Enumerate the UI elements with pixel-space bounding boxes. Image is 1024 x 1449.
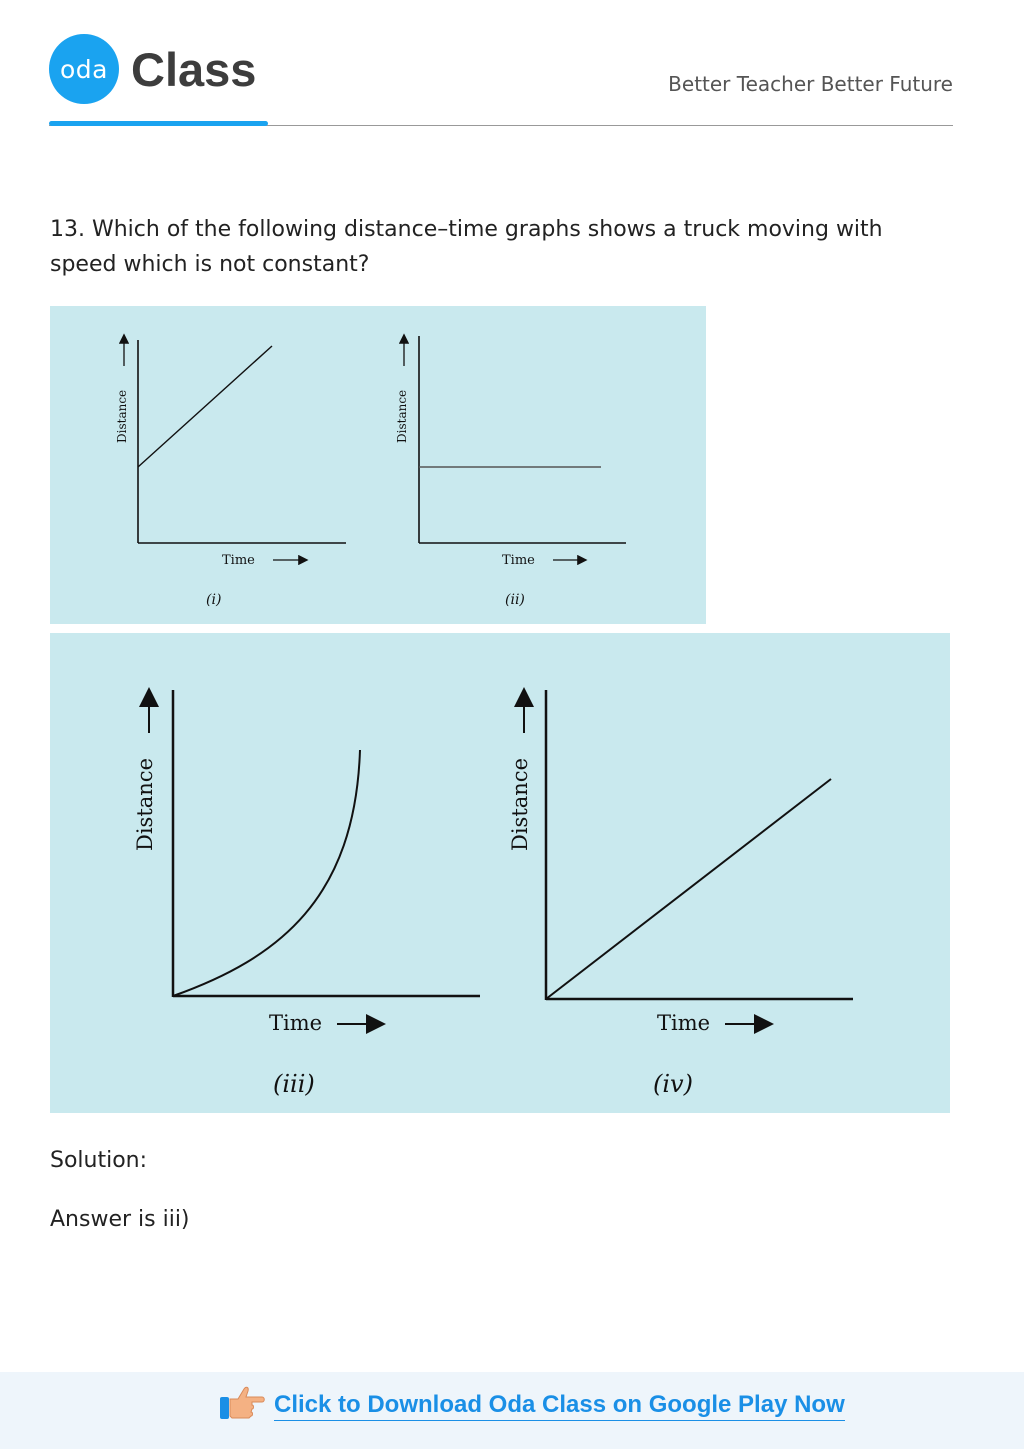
graph-ii [395,336,626,608]
graph-iii-curve [173,750,360,996]
graph-iii-caption: (iii) [273,1070,315,1098]
graph-i [115,336,346,608]
graph-panel-bottom [50,633,950,1113]
question-text: 13. Which of the following distance–time graphs shows a truck moving with speed which is not constant? [50,217,883,277]
oda-logo-word: Class [131,43,257,96]
graph-iii [133,690,480,1098]
download-app-link[interactable]: Click to Download Oda Class on Google Play Now [274,1390,845,1421]
graph-ii-caption: (ii) [505,592,525,608]
graph-iv [508,690,853,1098]
pointing-hand-icon [218,1383,266,1423]
graph-iv-xlabel: Time [657,1011,711,1035]
graph-iii-xlabel: Time [269,1011,323,1035]
graph-iii-ylabel: Distance [133,757,157,851]
header-tagline: Better Teacher Better Future [668,72,953,96]
graph-i-caption: (i) [206,592,222,608]
graph-i-xlabel: Time [222,553,255,568]
graph-i-ylabel: Distance [115,389,129,443]
footer-banner [0,1372,1024,1449]
graph-iv-ylabel: Distance [508,757,532,851]
answer-text: Answer is iii) [50,1207,190,1232]
graph-iv-caption: (iv) [653,1070,693,1098]
graph-ii-ylabel: Distance [395,389,409,443]
graph-iv-line [546,779,831,999]
solution-label: Solution: [50,1148,148,1173]
graph-panel-top [50,306,706,624]
graph-ii-xlabel: Time [502,553,535,568]
oda-logo-mark: oda [49,34,119,104]
header-accent-bar [49,121,268,126]
graph-i-line [138,346,272,467]
